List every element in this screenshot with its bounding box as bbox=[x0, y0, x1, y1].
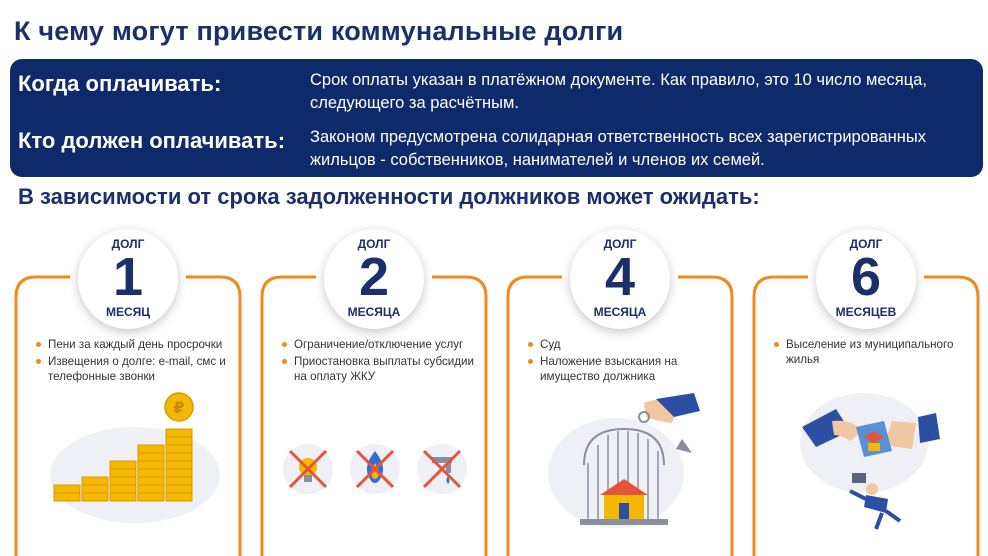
debt-badge bbox=[316, 225, 432, 329]
debt-badge bbox=[562, 225, 678, 329]
crossed-utilities-icons bbox=[280, 441, 470, 497]
no-gas-icon bbox=[350, 444, 400, 494]
when-text: Срок оплаты указан в платёжном документе. Как правило, это 10 число месяца, следующего за расчётным. bbox=[310, 71, 927, 112]
who-text: Законом предусмотрена солидарная ответственность всех зарегистрированных жильцов - собственников, нанимателей и членов их семей. bbox=[310, 128, 926, 169]
consequence-list bbox=[774, 337, 979, 369]
badge-top-label: ДОЛГ bbox=[357, 237, 391, 251]
list-item: Наложение взыскания на имущество должника bbox=[528, 354, 733, 384]
debt-card-2-months bbox=[258, 225, 490, 556]
debt-card-6-months bbox=[750, 225, 982, 556]
list-item: Суд bbox=[528, 337, 733, 352]
badge-unit: МЕСЯЦЕВ bbox=[835, 305, 897, 319]
badge-number: 1 bbox=[112, 247, 144, 307]
no-electricity-icon bbox=[283, 444, 333, 494]
coin-stacks-icon bbox=[40, 385, 220, 525]
debt-badge bbox=[70, 225, 186, 329]
info-panel bbox=[10, 59, 983, 177]
list-item: Извещения о долге: e-mail, смс и телефонные звонки bbox=[36, 354, 241, 384]
svg-text:₽: ₽ bbox=[173, 398, 185, 417]
badge-number: 4 bbox=[604, 247, 636, 307]
list-item: Приостановка выплаты субсидии на оплату ЖКУ bbox=[282, 354, 487, 384]
house-in-cage-icon bbox=[544, 393, 704, 533]
list-item: Ограничение/отключение услуг bbox=[282, 337, 487, 352]
badge-unit: МЕСЯЦА bbox=[593, 305, 647, 319]
eviction-icon bbox=[796, 387, 946, 537]
badge-top-label: ДОЛГ bbox=[603, 237, 637, 251]
consequence-list bbox=[36, 337, 241, 386]
when-label: Когда оплачивать: bbox=[18, 71, 222, 96]
badge-number: 6 bbox=[850, 247, 882, 307]
list-item: Пени за каждый день просрочки bbox=[36, 337, 241, 352]
page-title: К чему могут привести коммунальные долги bbox=[14, 16, 624, 46]
badge-top-label: ДОЛГ bbox=[849, 237, 883, 251]
who-label: Кто должен оплачивать: bbox=[18, 128, 286, 153]
debt-card-1-month bbox=[12, 225, 244, 556]
badge-number: 2 bbox=[358, 247, 390, 307]
badge-top-label: ДОЛГ bbox=[111, 237, 145, 251]
section-subtitle: В зависимости от срока задолженности должников может ожидать: bbox=[18, 184, 760, 209]
debt-badge bbox=[808, 225, 924, 329]
consequence-list bbox=[528, 337, 733, 386]
no-water-icon bbox=[417, 444, 467, 494]
consequence-list bbox=[282, 337, 487, 386]
badge-unit: МЕСЯЦА bbox=[347, 305, 401, 319]
badge-unit: МЕСЯЦ bbox=[105, 305, 151, 319]
debt-card-4-months bbox=[504, 225, 736, 556]
list-item: Выселение из муниципального жилья bbox=[774, 337, 979, 367]
